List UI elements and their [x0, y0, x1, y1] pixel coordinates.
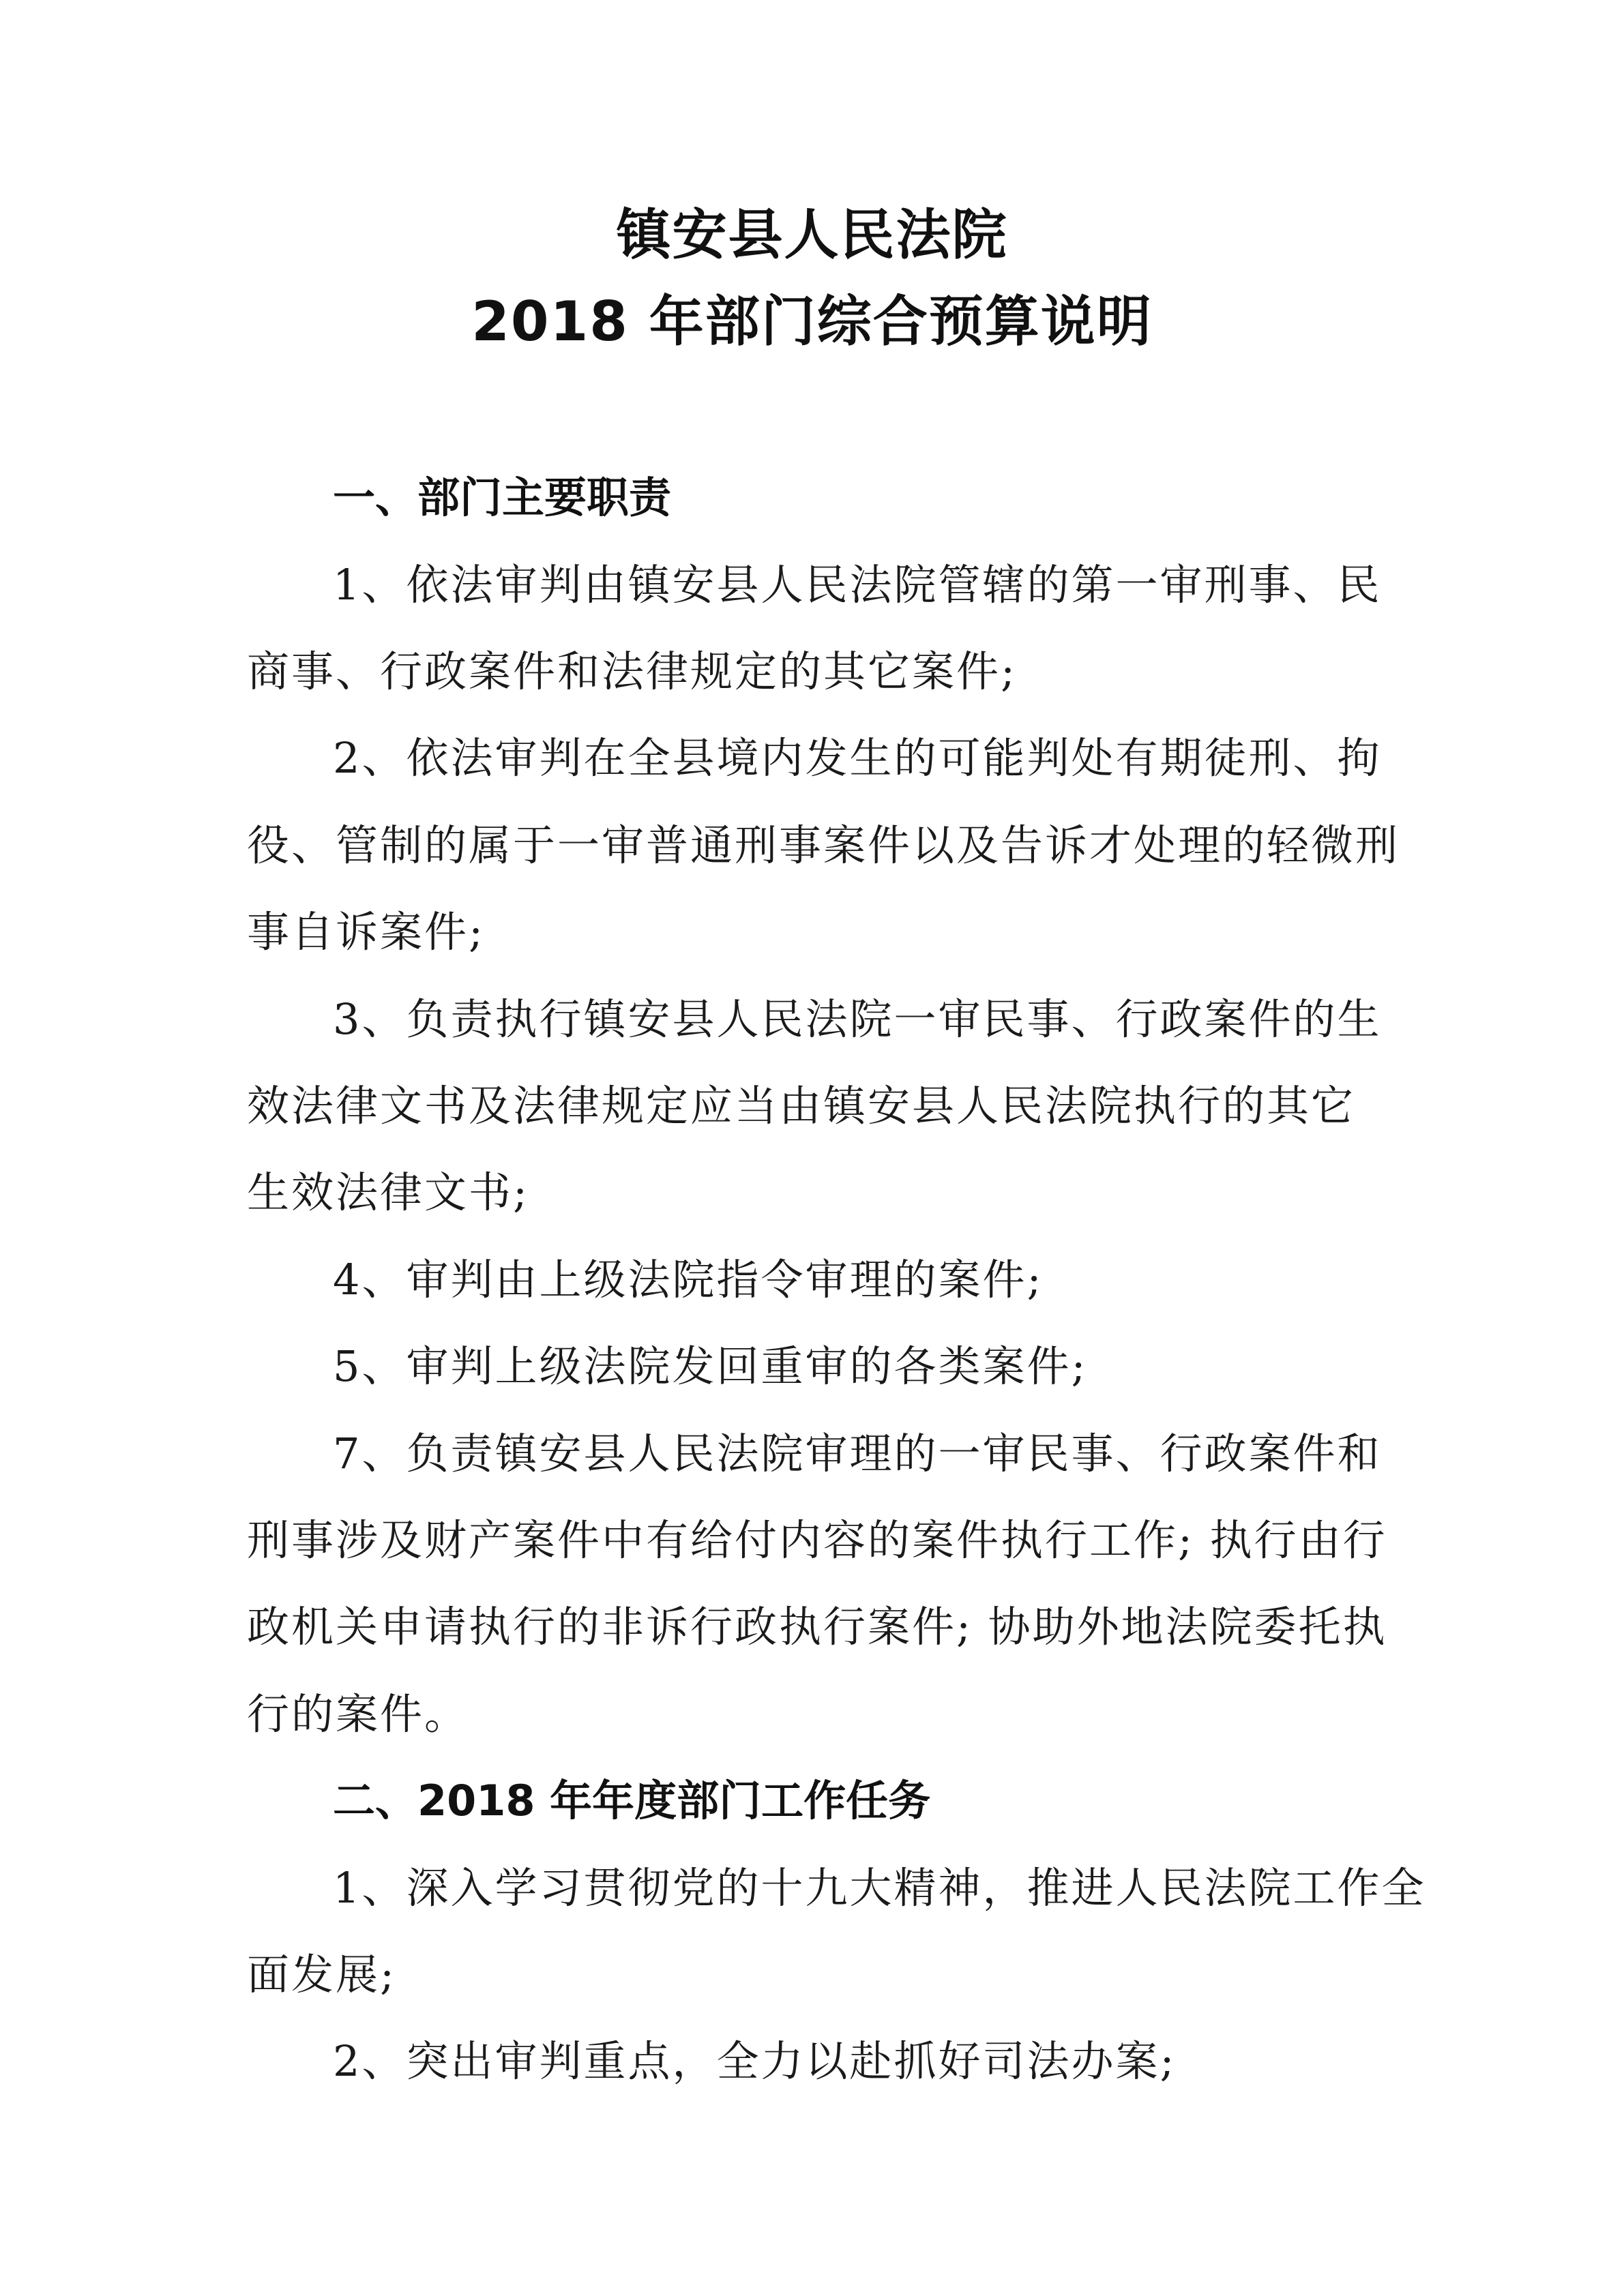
- paragraph-line: 2、突出审判重点，全力以赴抓好司法办案;: [333, 2036, 1177, 2086]
- paragraph-line: 商事、行政案件和法律规定的其它案件;: [247, 646, 1017, 696]
- paragraph-line: 4、审判由上级法院指令审理的案件;: [333, 1255, 1044, 1304]
- paragraph-line: 生效法律文书;: [247, 1167, 529, 1217]
- paragraph-line: 1、深入学习贯彻党的十九大精神，推进人民法院工作全: [333, 1863, 1426, 1913]
- paragraph-line: 面发展;: [247, 1950, 396, 1999]
- paragraph-line: 5、审判上级法院发回重审的各类案件;: [333, 1341, 1088, 1391]
- paragraph-line: 事自诉案件;: [247, 907, 485, 957]
- document-subtitle: 2018 年部门综合预算说明: [471, 290, 1153, 353]
- document-title: 镇安县人民法院: [616, 203, 1008, 267]
- paragraph-line: 1、依法审判由镇安县人民法院管辖的第一审刑事、民: [333, 560, 1382, 610]
- paragraph-line: 刑事涉及财产案件中有给付内容的案件执行工作; 执行由行: [247, 1515, 1387, 1565]
- paragraph-line: 役、管制的属于一审普通刑事案件以及告诉才处理的轻微刑: [247, 820, 1400, 870]
- paragraph-line: 3、负责执行镇安县人民法院一审民事、行政案件的生: [333, 994, 1382, 1044]
- paragraph-line: 行的案件。: [247, 1689, 469, 1739]
- paragraph-line: 2、依法审判在全县境内发生的可能判处有期徒刑、拘: [333, 733, 1382, 783]
- section-heading-duties: 一、部门主要职责: [333, 473, 672, 522]
- section-heading-tasks: 二、2018 年年度部门工作任务: [333, 1776, 931, 1825]
- paragraph-line: 政机关申请执行的非诉行政执行案件; 协助外地法院委托执: [247, 1602, 1387, 1652]
- paragraph-line: 效法律文书及法律规定应当由镇安县人民法院执行的其它: [247, 1081, 1356, 1131]
- paragraph-line: 7、负责镇安县人民法院审理的一审民事、行政案件和: [333, 1429, 1382, 1478]
